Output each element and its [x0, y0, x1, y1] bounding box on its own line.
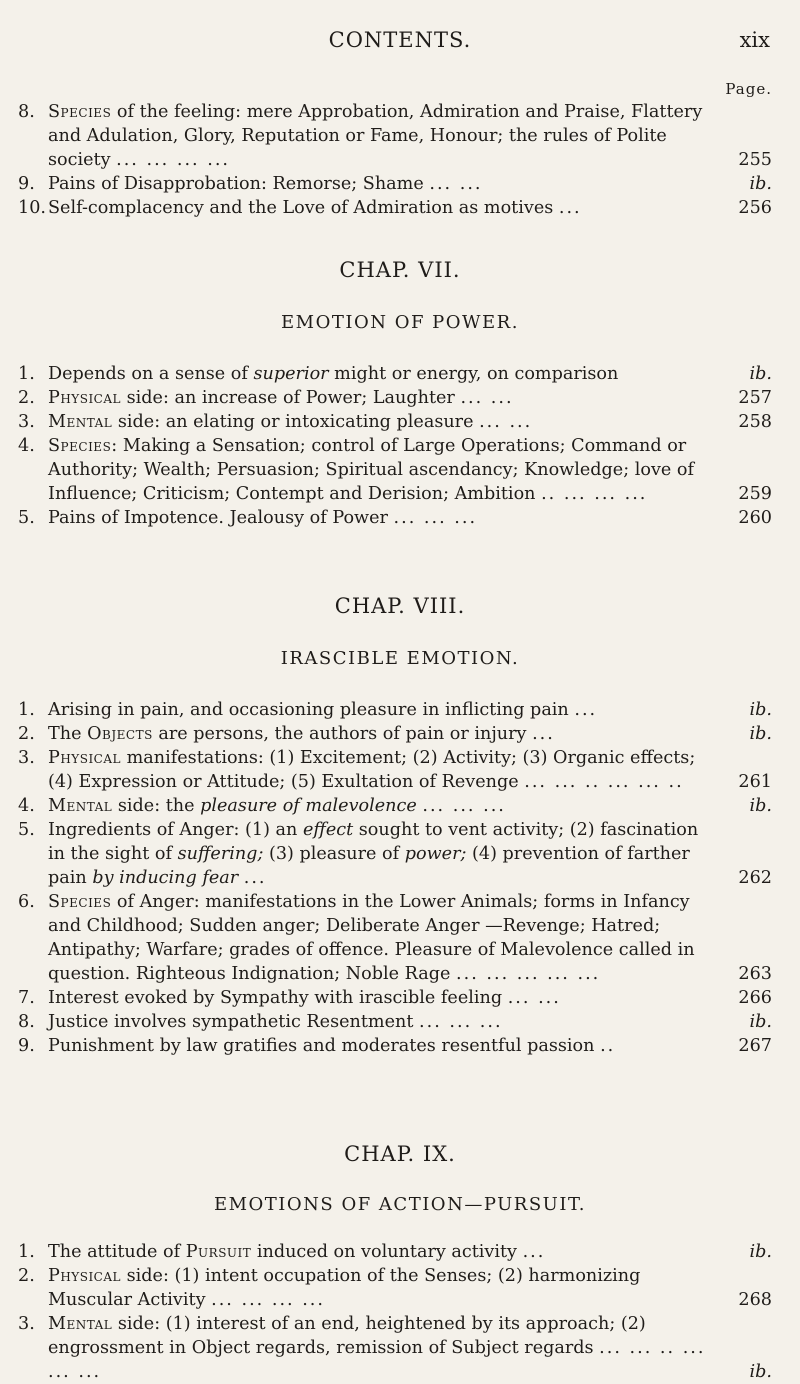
page-column-label: Page.	[725, 80, 772, 98]
entry-page: ib.	[749, 1362, 772, 1382]
entry-number: 5.	[18, 820, 35, 840]
entry-page: 268	[738, 1290, 772, 1310]
entry-page: 267	[738, 1036, 772, 1056]
running-title: CONTENTS.	[328, 28, 472, 52]
entry-lead: Physical	[48, 748, 122, 768]
entry-leaders: ... ... ... ...	[211, 1290, 325, 1310]
toc-entry	[18, 698, 772, 722]
entry-page: 260	[738, 508, 772, 528]
entry-page: ib.	[749, 174, 772, 194]
toc-entry	[18, 386, 772, 410]
entry-text: The attitude of Pursuit induced on voluntary activity ...	[48, 1242, 546, 1262]
toc-entry	[18, 1240, 772, 1264]
entry-leaders: ... ...	[507, 988, 561, 1008]
entry-text: Punishment by law gratifies and moderates resentful passion ..	[48, 1036, 616, 1056]
entry-text: Mental side: (1) interest of an end, heightened by its approach; (2) engrossment in Object regards, remission of Subject regards ... ... .. ... ... ...	[48, 1314, 706, 1382]
entry-number: 3.	[18, 412, 35, 432]
entry-leaders: ..	[600, 1036, 616, 1056]
toc-entry	[18, 172, 772, 196]
entry-emphasis: superior	[253, 364, 329, 384]
entry-leaders: ... ... ...	[422, 796, 506, 816]
entry-text: Ingredients of Anger: (1) an effect sought to vent activity; (2) fascination in the sight of suffering; (3) pleasure of power; (4) prevention of farther pain by inducing fear ...	[48, 820, 699, 888]
entry-page: 259	[738, 484, 772, 504]
entry-page: 258	[738, 412, 772, 432]
entry-text: Physical manifestations: (1) Excitement; (2) Activity; (3) Organic effects; (4) Expression or Attitude; (5) Exultation of Revenge ... ... .. ... ... ..	[48, 748, 696, 792]
toc-entry	[18, 434, 772, 506]
entry-leaders: ... ... ... ...	[116, 150, 231, 170]
chapter-subtitle: IRASCIBLE EMOTION.	[280, 648, 520, 669]
entry-number: 9.	[18, 174, 35, 194]
toc-entry	[18, 722, 772, 746]
entry-lead: Mental	[48, 412, 113, 432]
toc-entry	[18, 986, 772, 1010]
entry-leaders: ... ... .. ... ... ...	[48, 1338, 706, 1382]
chapter-subtitle: EMOTION OF POWER.	[281, 312, 519, 333]
entry-page: ib.	[749, 1242, 772, 1262]
entry-leaders: .. ... ... ...	[541, 484, 648, 504]
entry-text: Physical side: (1) intent occupation of the Senses; (2) harmonizing Muscular Activity ... ... ... ...	[48, 1266, 641, 1310]
entry-lead: Physical	[48, 1266, 122, 1286]
toc-entry	[18, 1010, 772, 1034]
entry-page: 262	[738, 868, 772, 888]
entry-leaders: ... ...	[479, 412, 533, 432]
entry-lead: Pursuit	[185, 1242, 252, 1262]
chapter-heading: CHAP. VII.	[339, 258, 461, 282]
entry-text: Pains of Impotence. Jealousy of Power ... ... ...	[48, 508, 478, 528]
entry-number: 3.	[18, 748, 35, 768]
entry-lead: Species	[48, 436, 112, 456]
entry-number: 3.	[18, 1314, 35, 1334]
toc-entry	[18, 1312, 772, 1384]
entry-page: 266	[738, 988, 772, 1008]
entry-number: 9.	[18, 1036, 35, 1056]
entry-number: 4.	[18, 796, 35, 816]
entry-number: 4.	[18, 436, 35, 456]
chapter-heading: CHAP. VIII.	[334, 594, 466, 618]
entry-page: 255	[738, 150, 772, 170]
entry-text: Pains of Disapprobation: Remorse; Shame ... ...	[48, 174, 483, 194]
chapter-subtitle: EMOTIONS OF ACTION—PURSUIT.	[213, 1194, 587, 1215]
entry-leaders: ...	[532, 724, 555, 744]
entry-text: Justice involves sympathetic Resentment ... ... ...	[48, 1012, 503, 1032]
entry-text: Mental side: the pleasure of malevolence ... ... ...	[48, 796, 506, 816]
toc-entry	[18, 196, 772, 220]
entry-page: 261	[738, 772, 772, 792]
toc-entry	[18, 410, 772, 434]
toc-section-chap7	[18, 362, 772, 530]
entry-text: Species: Making a Sensation; control of Large Operations; Command or Authority; Wealth; Persuasion; Spiritual ascendancy; Knowledge; love of Influence; Criticism; Contempt and Derision; Ambition .. ... ... ...	[48, 436, 695, 504]
entry-text: Arising in pain, and occasioning pleasure in inflicting pain ...	[48, 700, 598, 720]
entry-emphasis: power;	[404, 844, 467, 864]
entry-leaders: ...	[574, 700, 598, 720]
entry-lead: Mental	[48, 796, 113, 816]
entry-leaders: ... ... .. ... ... ..	[524, 772, 684, 792]
entry-page: ib.	[749, 724, 772, 744]
toc-entry	[18, 362, 772, 386]
toc-entry	[18, 1034, 772, 1058]
entry-text: The Objects are persons, the authors of pain or injury ...	[48, 724, 555, 744]
entry-emphasis: by inducing fear	[92, 868, 239, 888]
toc-section-chap8	[18, 698, 772, 1058]
entry-leaders: ...	[243, 868, 267, 888]
running-head	[0, 14, 800, 54]
toc-entry	[18, 794, 772, 818]
entry-lead: Species	[48, 102, 112, 122]
entry-number: 1.	[18, 1242, 35, 1262]
entry-number: 8.	[18, 1012, 35, 1032]
entry-number: 2.	[18, 388, 35, 408]
entry-page: 256	[738, 198, 772, 218]
entry-page: ib.	[749, 796, 772, 816]
entry-leaders: ... ...	[429, 174, 483, 194]
entry-text: Species of the feeling: mere Approbation, Admiration and Praise, Flattery and Adulation, Glory, Reputation or Fame, Honour; the rules of Polite society ... ... ... ...	[48, 102, 703, 170]
entry-page: ib.	[749, 700, 772, 720]
entry-emphasis: suffering;	[177, 844, 264, 864]
entry-number: 8.	[18, 102, 35, 122]
entry-leaders: ... ... ...	[419, 1012, 503, 1032]
entry-leaders: ... ... ...	[393, 508, 478, 528]
entry-number: 10.	[18, 198, 46, 218]
entry-lead: Species	[48, 892, 112, 912]
toc-entry	[18, 890, 772, 986]
entry-number: 2.	[18, 1266, 35, 1286]
toc-entry	[18, 746, 772, 794]
entry-text: Depends on a sense of superior might or energy, on comparison	[48, 364, 619, 384]
entry-number: 6.	[18, 892, 35, 912]
entry-lead: Physical	[48, 388, 122, 408]
entry-emphasis: effect	[302, 820, 354, 840]
toc-entry	[18, 1264, 772, 1312]
entry-lead: Objects	[87, 724, 153, 744]
entry-page: ib.	[749, 1012, 772, 1032]
entry-page: ib.	[749, 364, 772, 384]
entry-leaders: ...	[558, 198, 582, 218]
entry-leaders: ...	[522, 1242, 546, 1262]
entry-lead: Mental	[48, 1314, 113, 1334]
entry-leaders: ... ...	[460, 388, 514, 408]
toc-entry	[18, 818, 772, 890]
entry-number: 5.	[18, 508, 35, 528]
entry-number: 1.	[18, 364, 35, 384]
entry-page: 257	[738, 388, 772, 408]
toc-section-chap9	[18, 1240, 772, 1384]
toc-entry	[18, 506, 772, 530]
toc-entry	[18, 100, 772, 172]
entry-text: Mental side: an elating or intoxicating pleasure ... ...	[48, 412, 533, 432]
chapter-heading: CHAP. IX.	[344, 1142, 456, 1166]
entry-number: 2.	[18, 724, 35, 744]
entry-text: Species of Anger: manifestations in the Lower Animals; forms in Infancy and Childhood; Sudden anger; Deliberate Anger —Revenge; Hatred; Antipathy; Warfare; grades of offence. Pleasure of Malevolence called in question. Righteous Indignation; Noble Rage ... ... ... ... ...	[48, 892, 695, 984]
entry-number: 1.	[18, 700, 35, 720]
entry-text: Self-complacency and the Love of Admiration as motives ...	[48, 198, 582, 218]
page-folio: xix	[739, 28, 770, 52]
entry-leaders: ... ... ... ... ...	[456, 964, 601, 984]
toc-section-top	[18, 100, 772, 220]
entry-page: 263	[738, 964, 772, 984]
entry-text: Physical side: an increase of Power; Laughter ... ...	[48, 388, 514, 408]
entry-emphasis: pleasure of malevolence	[200, 796, 417, 816]
entry-text: Interest evoked by Sympathy with irascible feeling ... ...	[48, 988, 561, 1008]
entry-number: 7.	[18, 988, 35, 1008]
